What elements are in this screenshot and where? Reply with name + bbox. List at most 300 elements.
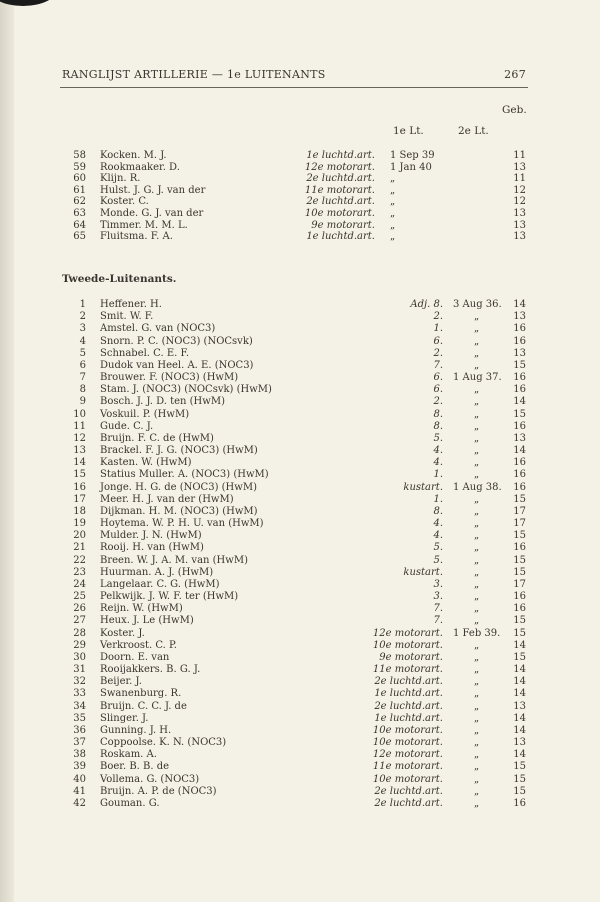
table-row bbox=[0, 481, 600, 494]
row-name: Fluitsma. F. A. bbox=[100, 231, 173, 243]
row-number: 9 bbox=[79, 396, 86, 408]
row-unit: kustart. bbox=[403, 566, 443, 578]
row-geb: 16 bbox=[513, 335, 526, 347]
row-number: 11 bbox=[73, 420, 86, 432]
row-date: „ bbox=[474, 761, 480, 773]
row-geb: 15 bbox=[513, 493, 526, 505]
row-unit: kustart. bbox=[403, 481, 443, 493]
row-date: „ bbox=[474, 749, 480, 761]
row-unit: 8. bbox=[433, 408, 443, 420]
row-number: 24 bbox=[73, 578, 86, 590]
row-date: „ bbox=[474, 554, 480, 566]
row-unit: 1e luchtd.art. bbox=[374, 688, 443, 700]
table-row bbox=[0, 408, 600, 421]
table-row bbox=[0, 724, 600, 737]
row-geb: 13 bbox=[513, 432, 526, 444]
page-title: RANGLIJST ARTILLERIE — 1e LUITENANTS bbox=[62, 68, 326, 81]
row-number: 13 bbox=[73, 445, 86, 457]
row-name: Rooij. H. van (HwM) bbox=[100, 542, 204, 554]
row-geb: 14 bbox=[513, 445, 526, 457]
row-first-lt-date: „ bbox=[390, 184, 396, 196]
row-first-lt-date: 1 Sep 39 bbox=[390, 150, 435, 161]
row-name: Kasten. W. (HwM) bbox=[100, 457, 192, 469]
table-row bbox=[0, 505, 600, 518]
column-header-geb: Geb. bbox=[502, 104, 527, 116]
row-unit: 7. bbox=[433, 615, 443, 627]
row-number: 36 bbox=[73, 724, 86, 736]
row-name: Huurman. A. J. (HwM) bbox=[100, 566, 214, 578]
row-unit: 12e motorart. bbox=[372, 627, 443, 639]
row-number: 7 bbox=[79, 372, 86, 384]
row-name: Monde. G. J. van der bbox=[100, 208, 204, 219]
row-geb: 15 bbox=[513, 761, 526, 773]
row-number: 3 bbox=[79, 323, 86, 335]
table-row bbox=[0, 335, 600, 348]
row-date: 1 Aug 37. bbox=[453, 372, 502, 384]
row-unit: 3. bbox=[433, 578, 443, 590]
row-second-lt-date: 13 bbox=[513, 208, 526, 219]
row-date: 3 Aug 36. bbox=[453, 299, 502, 310]
row-unit: 10e motorart. bbox=[372, 737, 443, 749]
row-number: 8 bbox=[79, 384, 86, 396]
row-geb: 15 bbox=[513, 408, 526, 420]
row-unit: 8. bbox=[433, 505, 443, 517]
row-unit: 1. bbox=[433, 469, 443, 481]
header-rule bbox=[60, 87, 528, 88]
table-row bbox=[0, 773, 600, 786]
row-name: Swanenburg. R. bbox=[100, 688, 182, 700]
row-geb: 16 bbox=[513, 469, 526, 481]
row-name: Rookmaaker. D. bbox=[100, 161, 180, 173]
table-row bbox=[0, 578, 600, 591]
row-date: „ bbox=[474, 603, 480, 615]
row-unit: 6. bbox=[433, 384, 443, 396]
table-row bbox=[0, 590, 600, 603]
row-unit: 2e luchtd.art. bbox=[374, 700, 443, 712]
row-date: „ bbox=[474, 384, 480, 396]
row-geb: 16 bbox=[513, 542, 526, 554]
table-row bbox=[0, 359, 600, 372]
row-number: 31 bbox=[73, 664, 86, 676]
row-number: 23 bbox=[73, 566, 86, 578]
row-name: Amstel. G. van (NOC3) bbox=[100, 323, 216, 335]
table-row bbox=[0, 785, 600, 798]
row-name: Rooijakkers. B. G. J. bbox=[100, 664, 201, 676]
row-unit: 4. bbox=[433, 445, 443, 457]
row-name: Hoytema. W. P. H. U. van (HwM) bbox=[100, 518, 264, 530]
row-geb: 15 bbox=[513, 554, 526, 566]
column-header-1e-lt: 1e Lt. bbox=[393, 125, 424, 137]
table-row bbox=[0, 712, 600, 725]
row-date: „ bbox=[474, 335, 480, 347]
row-geb: 15 bbox=[513, 651, 526, 663]
row-geb: 16 bbox=[513, 323, 526, 335]
row-unit: 1e luchtd.art. bbox=[306, 150, 375, 161]
row-date: „ bbox=[474, 359, 480, 371]
row-number: 21 bbox=[73, 542, 86, 554]
row-date: „ bbox=[474, 773, 480, 785]
row-number: 15 bbox=[73, 469, 86, 481]
row-unit: 12e motorart. bbox=[372, 749, 443, 761]
table-row bbox=[0, 700, 600, 713]
row-number: 64 bbox=[73, 219, 86, 231]
row-first-lt-date: „ bbox=[390, 219, 396, 231]
row-number: 65 bbox=[73, 231, 86, 243]
row-number: 19 bbox=[73, 518, 86, 530]
row-first-lt-date: „ bbox=[390, 196, 396, 208]
row-geb: 14 bbox=[513, 676, 526, 688]
row-date: „ bbox=[474, 542, 480, 554]
table-row bbox=[0, 627, 600, 640]
row-name: Heux. J. Le (HwM) bbox=[100, 615, 194, 627]
row-number: 2 bbox=[79, 311, 86, 323]
row-unit: 4. bbox=[433, 457, 443, 469]
table-row bbox=[0, 760, 600, 773]
row-geb: 15 bbox=[513, 615, 526, 627]
row-unit: 2e luchtd.art. bbox=[306, 196, 375, 208]
row-number: 59 bbox=[73, 161, 86, 173]
row-date: „ bbox=[474, 797, 480, 809]
table-row bbox=[0, 614, 600, 627]
table-row bbox=[0, 395, 600, 408]
row-unit: 3. bbox=[433, 591, 443, 603]
row-name: Boer. B. B. de bbox=[100, 761, 170, 773]
row-date: „ bbox=[474, 432, 480, 444]
table-row bbox=[0, 675, 600, 688]
row-number: 58 bbox=[73, 150, 86, 161]
row-name: Pelkwijk. J. W. F. ter (HwM) bbox=[100, 591, 239, 603]
row-geb: 16 bbox=[513, 457, 526, 469]
table-row bbox=[0, 493, 600, 506]
row-unit: 9e motorart. bbox=[311, 219, 375, 231]
row-name: Langelaar. C. G. (HwM) bbox=[100, 578, 220, 590]
row-number: 32 bbox=[73, 676, 86, 688]
row-date: „ bbox=[474, 591, 480, 603]
row-number: 34 bbox=[73, 700, 86, 712]
row-second-lt-date: 11 bbox=[513, 150, 526, 161]
row-date: „ bbox=[474, 493, 480, 505]
row-unit: 10e motorart. bbox=[372, 724, 443, 736]
row-unit: 2. bbox=[433, 396, 443, 408]
row-geb: 13 bbox=[513, 311, 526, 323]
row-date: „ bbox=[474, 323, 480, 335]
table-row bbox=[0, 298, 600, 311]
row-number: 41 bbox=[73, 785, 86, 797]
row-number: 63 bbox=[73, 208, 86, 219]
row-number: 16 bbox=[73, 481, 86, 493]
row-unit: 12e motorart. bbox=[304, 161, 375, 173]
row-number: 60 bbox=[73, 173, 86, 185]
row-date: „ bbox=[474, 566, 480, 578]
row-name: Bruijn. C. C. J. de bbox=[100, 700, 187, 712]
row-geb: 16 bbox=[513, 372, 526, 384]
row-date: „ bbox=[474, 445, 480, 457]
row-number: 30 bbox=[73, 651, 86, 663]
row-geb: 14 bbox=[513, 664, 526, 676]
table-row bbox=[0, 663, 600, 676]
row-geb: 13 bbox=[513, 737, 526, 749]
row-geb: 16 bbox=[513, 797, 526, 809]
row-date: „ bbox=[474, 457, 480, 469]
row-name: Timmer. M. M. L. bbox=[100, 219, 188, 231]
row-geb: 14 bbox=[513, 688, 526, 700]
row-geb: 14 bbox=[513, 299, 526, 310]
row-name: Voskuil. P. (HwM) bbox=[100, 408, 190, 420]
row-number: 17 bbox=[73, 493, 86, 505]
row-number: 1 bbox=[79, 299, 86, 310]
row-date: 1 Aug 38. bbox=[453, 481, 502, 493]
row-second-lt-date: 13 bbox=[513, 219, 526, 231]
row-date: „ bbox=[474, 396, 480, 408]
row-number: 14 bbox=[73, 457, 86, 469]
row-geb: 15 bbox=[513, 785, 526, 797]
row-geb: 16 bbox=[513, 591, 526, 603]
row-number: 6 bbox=[79, 359, 86, 371]
table-row bbox=[0, 639, 600, 652]
table-row bbox=[0, 602, 600, 615]
table-row bbox=[0, 444, 600, 457]
table-row bbox=[0, 310, 600, 323]
row-unit: 2. bbox=[433, 347, 443, 359]
row-unit: 2e luchtd.art. bbox=[374, 676, 443, 688]
row-geb: 13 bbox=[513, 347, 526, 359]
table-row bbox=[0, 651, 600, 664]
table-row bbox=[0, 529, 600, 542]
row-number: 26 bbox=[73, 603, 86, 615]
row-name: Meer. H. J. van der (HwM) bbox=[100, 493, 234, 505]
row-unit: 5. bbox=[433, 554, 443, 566]
table-row bbox=[0, 456, 600, 469]
row-name: Smit. W. F. bbox=[100, 311, 154, 323]
row-number: 20 bbox=[73, 530, 86, 542]
row-unit: 8. bbox=[433, 420, 443, 432]
row-name: Gude. C. J. bbox=[100, 420, 154, 432]
row-date: „ bbox=[474, 676, 480, 688]
row-date: „ bbox=[474, 530, 480, 542]
row-unit: 5. bbox=[433, 542, 443, 554]
row-date: „ bbox=[474, 469, 480, 481]
row-geb: 15 bbox=[513, 530, 526, 542]
row-name: Bruijn. A. P. de (NOC3) bbox=[100, 785, 217, 797]
row-number: 38 bbox=[73, 749, 86, 761]
row-name: Brouwer. F. (NOC3) (HwM) bbox=[100, 372, 239, 384]
row-name: Gouman. G. bbox=[100, 797, 160, 809]
row-unit: 2e luchtd.art. bbox=[374, 797, 443, 809]
row-name: Statius Muller. A. (NOC3) (HwM) bbox=[100, 469, 269, 481]
row-geb: 13 bbox=[513, 700, 526, 712]
row-number: 27 bbox=[73, 615, 86, 627]
row-unit: 9e motorart. bbox=[379, 651, 443, 663]
row-number: 29 bbox=[73, 639, 86, 651]
row-name: Hulst. J. G. J. van der bbox=[100, 184, 206, 196]
row-geb: 15 bbox=[513, 627, 526, 639]
row-name: Vollema. G. (NOC3) bbox=[100, 773, 200, 785]
row-geb: 14 bbox=[513, 749, 526, 761]
table-row bbox=[0, 736, 600, 749]
row-number: 40 bbox=[73, 773, 86, 785]
row-number: 35 bbox=[73, 712, 86, 724]
row-unit: Adj. 8. bbox=[410, 299, 443, 310]
row-unit: 1e luchtd.art. bbox=[306, 231, 375, 243]
row-second-lt-date: 11 bbox=[513, 173, 526, 185]
section-title: Tweede-Luitenants. bbox=[62, 273, 177, 285]
row-unit: 6. bbox=[433, 335, 443, 347]
row-date: „ bbox=[474, 615, 480, 627]
row-number: 25 bbox=[73, 591, 86, 603]
row-date: „ bbox=[474, 688, 480, 700]
row-number: 5 bbox=[79, 347, 86, 359]
row-unit: 11e motorart. bbox=[304, 184, 375, 196]
row-geb: 17 bbox=[513, 518, 526, 530]
row-name: Slinger. J. bbox=[100, 712, 149, 724]
row-geb: 14 bbox=[513, 396, 526, 408]
row-geb: 17 bbox=[513, 578, 526, 590]
table-row bbox=[0, 230, 600, 243]
row-geb: 15 bbox=[513, 566, 526, 578]
row-unit: 10e motorart. bbox=[304, 208, 375, 219]
page-header bbox=[62, 68, 526, 84]
row-unit: 5. bbox=[433, 432, 443, 444]
row-geb: 15 bbox=[513, 773, 526, 785]
row-unit: 10e motorart. bbox=[372, 773, 443, 785]
row-unit: 6. bbox=[433, 372, 443, 384]
row-date: „ bbox=[474, 518, 480, 530]
row-name: Jonge. H. G. de (NOC3) (HwM) bbox=[100, 481, 257, 493]
row-second-lt-date: 12 bbox=[513, 184, 526, 196]
row-name: Stam. J. (NOC3) (NOCsvk) (HwM) bbox=[100, 384, 272, 396]
row-unit: 4. bbox=[433, 530, 443, 542]
row-date: „ bbox=[474, 505, 480, 517]
row-unit: 2e luchtd.art. bbox=[306, 173, 375, 185]
row-number: 4 bbox=[79, 335, 86, 347]
row-name: Bosch. J. J. D. ten (HwM) bbox=[100, 396, 225, 408]
row-name: Klijn. R. bbox=[100, 173, 141, 185]
table-row bbox=[0, 432, 600, 445]
row-unit: 2. bbox=[433, 311, 443, 323]
row-geb: 14 bbox=[513, 724, 526, 736]
row-number: 62 bbox=[73, 196, 86, 208]
table-row bbox=[0, 797, 600, 810]
row-first-lt-date: „ bbox=[390, 173, 396, 185]
row-geb: 17 bbox=[513, 505, 526, 517]
row-unit: 1. bbox=[433, 323, 443, 335]
row-geb: 15 bbox=[513, 359, 526, 371]
row-second-lt-date: 12 bbox=[513, 196, 526, 208]
table-row bbox=[0, 554, 600, 567]
row-name: Brackel. F. J. G. (NOC3) (HwM) bbox=[100, 445, 258, 457]
row-unit: 1. bbox=[433, 493, 443, 505]
table-row bbox=[0, 468, 600, 481]
row-name: Schnabel. C. E. F. bbox=[100, 347, 190, 359]
row-date: 1 Feb 39. bbox=[453, 627, 501, 639]
row-date: „ bbox=[474, 408, 480, 420]
row-date: „ bbox=[474, 664, 480, 676]
table-row bbox=[0, 541, 600, 554]
row-number: 10 bbox=[73, 408, 86, 420]
column-header-2e-lt: 2e Lt. bbox=[458, 125, 489, 137]
row-number: 33 bbox=[73, 688, 86, 700]
row-date: „ bbox=[474, 712, 480, 724]
table-row bbox=[0, 687, 600, 700]
row-date: „ bbox=[474, 651, 480, 663]
row-unit: 11e motorart. bbox=[372, 664, 443, 676]
row-geb: 16 bbox=[513, 603, 526, 615]
row-date: „ bbox=[474, 737, 480, 749]
row-name: Dudok van Heel. A. E. (NOC3) bbox=[100, 359, 254, 371]
row-name: Snorn. P. C. (NOC3) (NOCsvk) bbox=[100, 335, 253, 347]
page-number: 267 bbox=[504, 68, 526, 81]
row-geb: 14 bbox=[513, 712, 526, 724]
row-name: Koster. C. bbox=[100, 196, 149, 208]
row-name: Coppoolse. K. N. (NOC3) bbox=[100, 737, 227, 749]
row-first-lt-date: 1 Jan 40 bbox=[390, 161, 432, 173]
table-row bbox=[0, 420, 600, 433]
row-unit: 11e motorart. bbox=[372, 761, 443, 773]
row-first-lt-date: „ bbox=[390, 208, 396, 219]
table-row bbox=[0, 566, 600, 579]
row-name: Verkroost. C. P. bbox=[100, 639, 177, 651]
row-unit: 7. bbox=[433, 359, 443, 371]
row-date: „ bbox=[474, 785, 480, 797]
row-name: Beijer. J. bbox=[100, 676, 142, 688]
row-date: „ bbox=[474, 724, 480, 736]
table-row bbox=[0, 748, 600, 761]
row-date: „ bbox=[474, 639, 480, 651]
row-name: Mulder. J. N. (HwM) bbox=[100, 530, 202, 542]
row-number: 28 bbox=[73, 627, 86, 639]
row-number: 61 bbox=[73, 184, 86, 196]
row-name: Bruijn. F. C. de (HwM) bbox=[100, 432, 214, 444]
row-geb: 16 bbox=[513, 481, 526, 493]
row-second-lt-date: 13 bbox=[513, 161, 526, 173]
row-unit: 10e motorart. bbox=[372, 639, 443, 651]
row-name: Dijkman. H. M. (NOC3) (HwM) bbox=[100, 505, 258, 517]
row-date: „ bbox=[474, 347, 480, 359]
row-name: Doorn. E. van bbox=[100, 651, 170, 663]
row-first-lt-date: „ bbox=[390, 231, 396, 243]
row-number: 37 bbox=[73, 737, 86, 749]
row-name: Kocken. M. J. bbox=[100, 150, 167, 161]
table-row bbox=[0, 383, 600, 396]
row-geb: 16 bbox=[513, 384, 526, 396]
row-unit: 1e luchtd.art. bbox=[374, 712, 443, 724]
table-row bbox=[0, 322, 600, 335]
row-date: „ bbox=[474, 700, 480, 712]
row-name: Breen. W. J. A. M. van (HwM) bbox=[100, 554, 248, 566]
row-name: Reijn. W. (HwM) bbox=[100, 603, 183, 615]
row-name: Heffener. H. bbox=[100, 299, 162, 310]
row-date: „ bbox=[474, 578, 480, 590]
row-geb: 16 bbox=[513, 420, 526, 432]
row-number: 12 bbox=[73, 432, 86, 444]
row-number: 42 bbox=[73, 797, 86, 809]
row-number: 39 bbox=[73, 761, 86, 773]
row-unit: 4. bbox=[433, 518, 443, 530]
table-row bbox=[0, 371, 600, 384]
row-name: Gunning. J. H. bbox=[100, 724, 172, 736]
row-geb: 14 bbox=[513, 639, 526, 651]
row-unit: 2e luchtd.art. bbox=[374, 785, 443, 797]
row-number: 22 bbox=[73, 554, 86, 566]
row-date: „ bbox=[474, 420, 480, 432]
row-name: Roskam. A. bbox=[100, 749, 157, 761]
row-number: 18 bbox=[73, 505, 86, 517]
row-name: Koster. J. bbox=[100, 627, 145, 639]
row-second-lt-date: 13 bbox=[513, 231, 526, 243]
row-date: „ bbox=[474, 311, 480, 323]
table-row bbox=[0, 517, 600, 530]
row-unit: 7. bbox=[433, 603, 443, 615]
